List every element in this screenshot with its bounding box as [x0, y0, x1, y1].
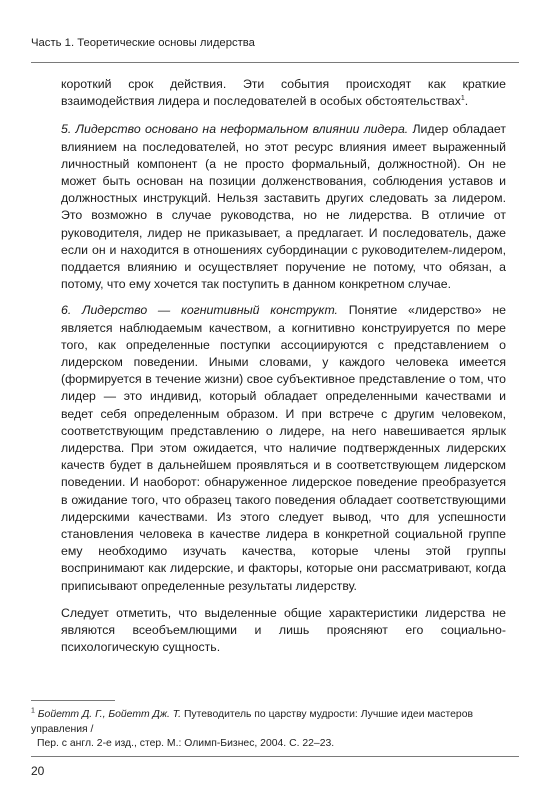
paragraph-6-text: Понятие «лидерство» не является наблюдаемым качеством, а когнитивно конструируется по мере того, как определенные поступки ассоциируются с представлением о лидерском поведении. Иными словами, у каждого человека имеется (формируется в течение жизни) свое субъективное представление о том, что лидер — это индивид, который обладает определенными качествами и ведет себя определенным образом. И при встрече с другим человеком, соответствующим представлению о лидере, на него навешивается ярлык лидерства. При этом ожидается, что наличие подтвержденных лидерских качеств будет в дальнейшем проявляться и в соответствующем лидерском поведении. И наоборот: обнаруженное лидерское поведение преобразуется в ожидание того, что образец такого поведения обладает соответствующими лидерскими качествами. Из этого следует вывод, что для успешности становления человека в качестве лидера в конкретной социальной группе ему необходимо изучать качества, которые члены этой группы воспринимают как лидерские, и факторы, которые они рассматривают, когда приписывают определенные результаты лидерству. [61, 303, 507, 593]
header-divider [31, 62, 519, 63]
paragraph-intro-text: короткий срок действия. Эти события происходят как краткие взаимодействия лидера и последователей в особых обстоятельствах [61, 77, 506, 109]
running-header: Часть 1. Теоретические основы лидерства [31, 37, 255, 49]
paragraph-intro-end: . [464, 94, 469, 109]
footnote-marker: 1 [31, 707, 35, 715]
paragraph-5 [61, 121, 506, 293]
footer-divider [31, 756, 519, 757]
footnote-line-1 [31, 708, 517, 737]
footnote-title: Путеводитель по царству мудрости: Лучшие идеи мастеров управления / [31, 709, 474, 735]
main-text [61, 76, 506, 666]
page-number: 20 [31, 764, 45, 778]
paragraph-6 [61, 302, 506, 594]
footnote [31, 708, 517, 752]
footnote-divider [31, 700, 115, 701]
footnote-line-2: Пер. с англ. 2-е изд., стер. М.: Олимп-Бизнес, 2004. С. 22–23. [37, 738, 335, 749]
paragraph-5-heading: 5. Лидерство основано на неформальном влиянии лидера. [61, 122, 409, 137]
paragraph-5-text: Лидер обладает влиянием на последователей, но этот ресурс влияния имеет выраженный личностный компонент (а не просто формальный, должностной). Он не может быть основан на позиции долженствования, соблюдения уставов и должностных инструкций. Нельзя заставить других следовать за лидером. Это возможно в случае руководства, но не лидерства. В отличие от руководителя, лидер не приказывает, а предлагает. И последователь, даже если он и находится в отношениях субординации с руководителем-лидером, поддается влиянию и осуществляет поручение не потому, что обязан, а потому, что ему хочется так поступить в данном конкретном случае. [61, 122, 506, 292]
footnote-reference[interactable]: 1 [460, 95, 465, 103]
footnote-authors: Бойетт Д. Г., Бойетт Дж. Т. [37, 709, 182, 720]
paragraph-conclusion: Следует отметить, что выделенные общие характеристики лидерства не являются всеобъемлющими и лишь проясняют его социально-психологическую сущность. [61, 605, 506, 655]
paragraph-6-heading: 6. Лидерство — когнитивный конструкт. [61, 303, 338, 318]
paragraph-intro [61, 76, 506, 110]
